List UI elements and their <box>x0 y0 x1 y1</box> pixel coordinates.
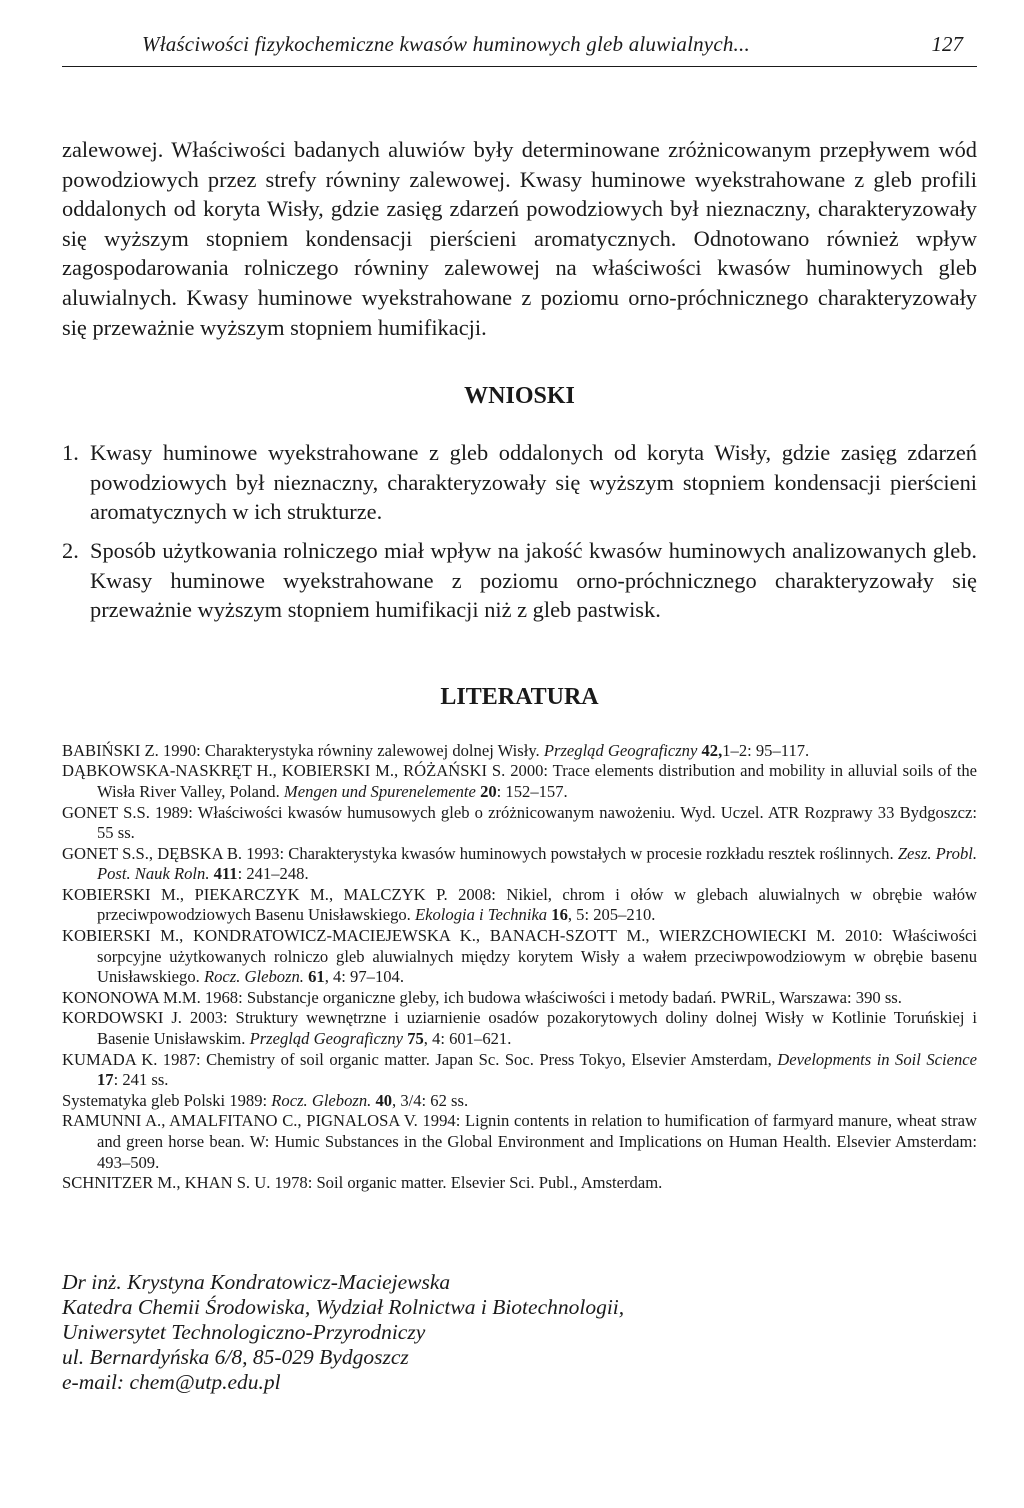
reference-entry <box>62 741 977 762</box>
reference-pages: , 3/4: 62 ss. <box>392 1090 469 1110</box>
reference-list <box>62 741 977 1194</box>
reference-pages: , 4: 97–104. <box>324 967 404 987</box>
reference-volume: 17 <box>97 1070 114 1090</box>
reference-volume: 20 <box>480 781 497 801</box>
reference-authors: RAMUNNI A., AMALFITANO C., PIGNALOSA V. 1994: Lignin contents in relation to humification of farmyard manure, wheat straw and green horse bean. W: Humic Substances in the Global Environment and Implications on Human Health. Elsevier Amsterdam: 493–509. <box>62 1111 977 1172</box>
reference-entry <box>62 1111 977 1173</box>
reference-entry <box>62 761 977 802</box>
reference-authors: KOBIERSKI M., KONDRATOWICZ-MACIEJEWSKA K., BANACH-SZOTT M., WIERZCHOWIECKI M. 2010: Właściwości sorpcyjne użytkowanych rolniczo gleb aluwialnych między korytem Wisły a wałem przeciwpowodziowym w obrębie basenu Unisławskiego. <box>62 926 977 987</box>
reference-entry <box>62 1173 977 1194</box>
reference-journal: Rocz. Glebozn. <box>271 1090 372 1110</box>
conclusion-number: 1. <box>62 440 79 466</box>
article-page <box>62 30 977 1395</box>
reference-volume: 16 <box>551 905 568 925</box>
conclusion-number: 2. <box>62 537 79 563</box>
reference-entry <box>62 1050 977 1091</box>
reference-authors: BABIŃSKI Z. 1990: Charakterystyka równiny zalewowej dolnej Wisły. <box>62 740 540 760</box>
reference-pages: : 152–157. <box>496 781 568 801</box>
reference-journal: Developments in Soil Science <box>777 1049 977 1069</box>
reference-authors: GONET S.S., DĘBSKA B. 1993: Charakterystyka kwasów huminowych powstałych w procesie rozkładu resztek roślinnych. <box>62 843 894 863</box>
reference-pages: , 4: 601–621. <box>423 1029 512 1049</box>
conclusion-item <box>62 536 977 625</box>
conclusions-heading: WNIOSKI <box>464 383 575 410</box>
reference-authors: KORDOWSKI J. 2003: Struktury wewnętrzne i uziarnienie osadów pozakorytowych doliny dolnej Wisły w Kotlinie Toruńskiej i Basenie Unisławskim. <box>62 1008 977 1049</box>
body-paragraph: zalewowej. Właściwości badanych aluwiów były determinowane zróżnicowanym przepływem wód powodziowych przez strefy równiny zalewowej. Kwasy huminowe wyekstrahowane z gleb profili oddalonych od koryta Wisły, gdzie zasięg zdarzeń powodziowych był nieznaczny, charakteryzowały się wyższym stopniem kondensacji pierścieni aromatycznych. Odnotowano również wpływ zagospodarowania rolniczego równiny zalewowej na właściwości kwasów huminowych gleb aluwialnych. Kwasy huminowe wyekstrahowane z poziomu orno-próchnicznego charakteryzowały się przeważnie wyższym stopniem humifikacji. <box>62 137 977 340</box>
reference-authors: GONET S.S. 1989: Właściwości kwasów humusowych gleb o zróżnicowanym nawożeniu. Wyd. Uczel. ATR Rozprawy 33 Bydgoszcz: 55 ss. <box>62 802 977 843</box>
author-university: Uniwersytet Technologiczno-Przyrodniczy <box>62 1319 426 1344</box>
author-address <box>62 1270 977 1395</box>
reference-authors: KOBIERSKI M., PIEKARCZYK M., MALCZYK P. 2008: Nikiel, chrom i ołów w glebach aluwialnych w obrębie wałów przeciwpowodziowych Basenu Unisławskiego. <box>62 884 977 925</box>
reference-journal: Mengen und Spurenelemente <box>283 781 476 801</box>
reference-volume: 42, <box>701 740 723 760</box>
reference-entry <box>62 844 977 885</box>
literature-heading: LITERATURA <box>440 683 599 710</box>
reference-authors: KONONOWA M.M. 1968: Substancje organiczne gleby, ich budowa właściwości i metody badań. PWRiL, Warszawa: 390 ss. <box>62 987 902 1007</box>
reference-journal: Zesz. Probl. Post. Nauk Roln. <box>97 843 978 884</box>
reference-authors: DĄBKOWSKA-NASKRĘT H., KOBIERSKI M., RÓŻAŃSKI S. 2000: Trace elements distribution and mobility in alluvial soils of the Wisła River Valley, Poland. <box>62 761 977 801</box>
reference-authors: Systematyka gleb Polski 1989: <box>62 1090 268 1110</box>
reference-entry <box>62 1008 977 1049</box>
reference-journal: Przegląd Geograficzny <box>249 1029 404 1049</box>
author-department: Katedra Chemii Środowiska, Wydział Rolnictwa i Biotechnologii, <box>62 1294 625 1319</box>
conclusion-item <box>62 438 977 527</box>
reference-pages: , 5: 205–210. <box>567 905 656 925</box>
author-name: Dr inż. Krystyna Kondratowicz-Maciejewska <box>62 1269 451 1294</box>
reference-authors: SCHNITZER M., KHAN S. U. 1978: Soil organic matter. Elsevier Sci. Publ., Amsterdam. <box>62 1173 663 1193</box>
reference-authors: KUMADA K. 1987: Chemistry of soil organic matter. Japan Sc. Soc. Press Tokyo, Elsevier Amsterdam, <box>62 1049 772 1069</box>
author-email: e-mail: chem@utp.edu.pl <box>62 1369 281 1394</box>
reference-entry <box>62 885 977 926</box>
running-header <box>62 30 977 67</box>
reference-journal: Rocz. Glebozn. <box>203 967 304 987</box>
reference-pages: : 241–248. <box>237 864 309 884</box>
running-title: Właściwości fizykochemiczne kwasów huminowych gleb aluwialnych... <box>142 32 750 56</box>
conclusion-text: Kwasy huminowe wyekstrahowane z gleb oddalonych od koryta Wisły, gdzie zasięg zdarzeń powodziowych był nieznaczny, charakteryzowały się wyższym stopniem kondensacji pierścieni aromatycznych w ich strukturze. <box>90 440 977 525</box>
reference-pages: : 241 ss. <box>113 1070 169 1090</box>
reference-journal: Ekologia i Technika <box>414 905 548 925</box>
reference-entry <box>62 1091 977 1112</box>
reference-journal: Przegląd Geograficzny <box>543 740 698 760</box>
page-number: 127 <box>931 32 963 56</box>
author-street: ul. Bernardyńska 6/8, 85-029 Bydgoszcz <box>62 1344 409 1369</box>
reference-entry <box>62 803 977 844</box>
reference-volume: 61 <box>308 967 325 987</box>
conclusions-list <box>62 438 977 625</box>
reference-entry <box>62 988 977 1009</box>
reference-volume: 40 <box>375 1090 393 1110</box>
reference-volume: 75 <box>407 1029 424 1049</box>
reference-pages: 1–2: 95–117. <box>722 740 810 760</box>
reference-volume: 411 <box>213 864 238 884</box>
reference-entry <box>62 926 977 988</box>
conclusion-text: Sposób użytkowania rolniczego miał wpływ na jakość kwasów huminowych analizowanych gleb. Kwasy huminowe wyekstrahowane z poziomu orno-próchnicznego charakteryzowały się przeważnie wyższym stopniem humifikacji niż z gleb pastwisk. <box>90 537 977 623</box>
